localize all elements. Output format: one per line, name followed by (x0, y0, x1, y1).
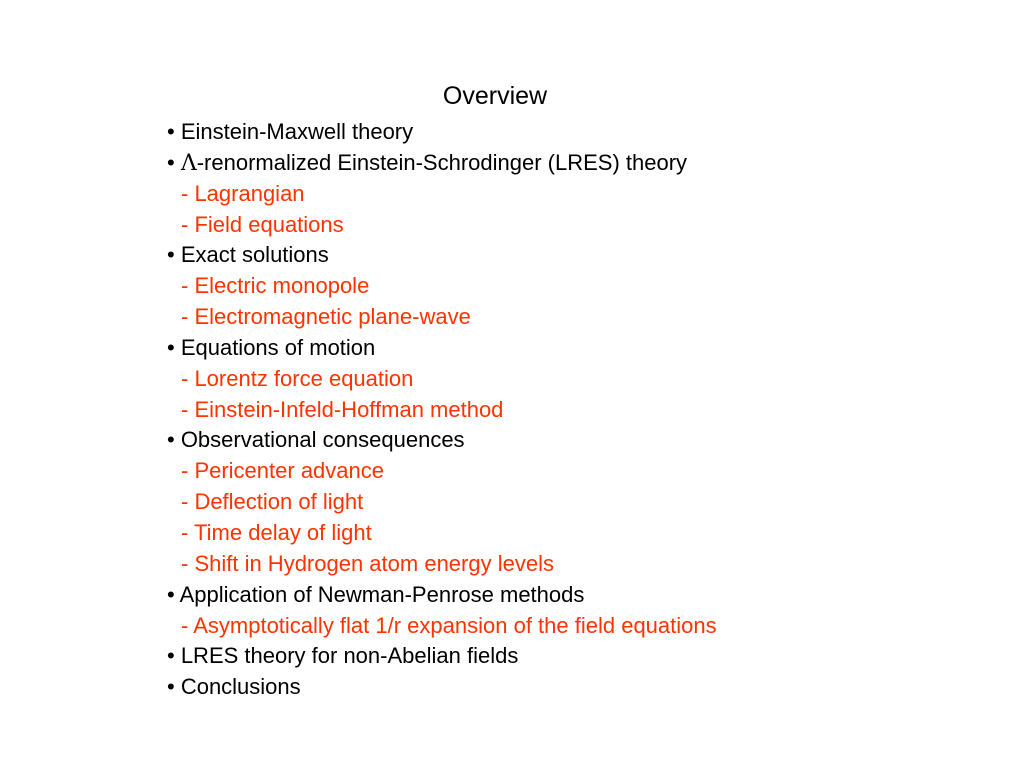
outline-item-text: • Exact solutions (167, 242, 329, 268)
outline-subitem-text: - Field equations (181, 211, 344, 237)
outline-subitem (167, 518, 717, 549)
outline-item-text: • LRES theory for non-Abelian fields (167, 643, 519, 669)
outline-subitem-text: - Lorentz force equation (181, 365, 414, 391)
outline-subitem (167, 611, 717, 642)
outline-subitem (167, 456, 717, 487)
outline-subitem-text: - Time delay of light (181, 519, 372, 545)
outline-subitem (167, 395, 717, 426)
outline-item-text: • Equations of motion (167, 334, 376, 360)
outline-subitem-text: - Deflection of light (181, 489, 364, 515)
outline-item-text: • Conclusions (167, 674, 301, 700)
outline-subitem (167, 179, 717, 210)
outline-item-text: • Observational consequences (167, 427, 465, 453)
outline-item (167, 117, 717, 148)
outline-subitem (167, 210, 717, 241)
outline-item (167, 240, 717, 271)
outline-subitem-text: - Einstein-Infeld-Hoffman method (181, 396, 504, 422)
bullet-prefix: • (167, 149, 181, 175)
lambda-symbol: Λ (180, 150, 197, 176)
outline-item (167, 580, 717, 611)
outline-item (167, 641, 717, 672)
outline-subitem (167, 271, 717, 302)
outline-item (167, 672, 717, 703)
outline-subitem-text: - Electric monopole (181, 273, 370, 299)
outline-subitem-text: - Asymptotically flat 1/r expansion of the field equations (181, 612, 717, 638)
outline-subitem (167, 549, 717, 580)
outline-list (167, 117, 717, 703)
outline-subitem (167, 302, 717, 333)
outline-subitem-text: - Lagrangian (181, 180, 305, 206)
outline-subitem-text: - Pericenter advance (181, 458, 384, 484)
outline-subitem-text: - Electromagnetic plane-wave (181, 304, 471, 330)
outline-item (167, 148, 717, 179)
outline-item-text: -renormalized Einstein-Schrodinger (LRES) theory (196, 149, 688, 175)
outline-item-text: • Einstein-Maxwell theory (167, 119, 414, 144)
outline-item (167, 425, 717, 456)
outline-subitem-text: - Shift in Hydrogen atom energy levels (181, 550, 554, 576)
outline-item (167, 333, 717, 364)
outline-subitem (167, 364, 717, 395)
outline-item-text: • Application of Newman-Penrose methods (167, 581, 585, 607)
slide-title: Overview (442, 82, 548, 110)
outline-subitem (167, 487, 717, 518)
